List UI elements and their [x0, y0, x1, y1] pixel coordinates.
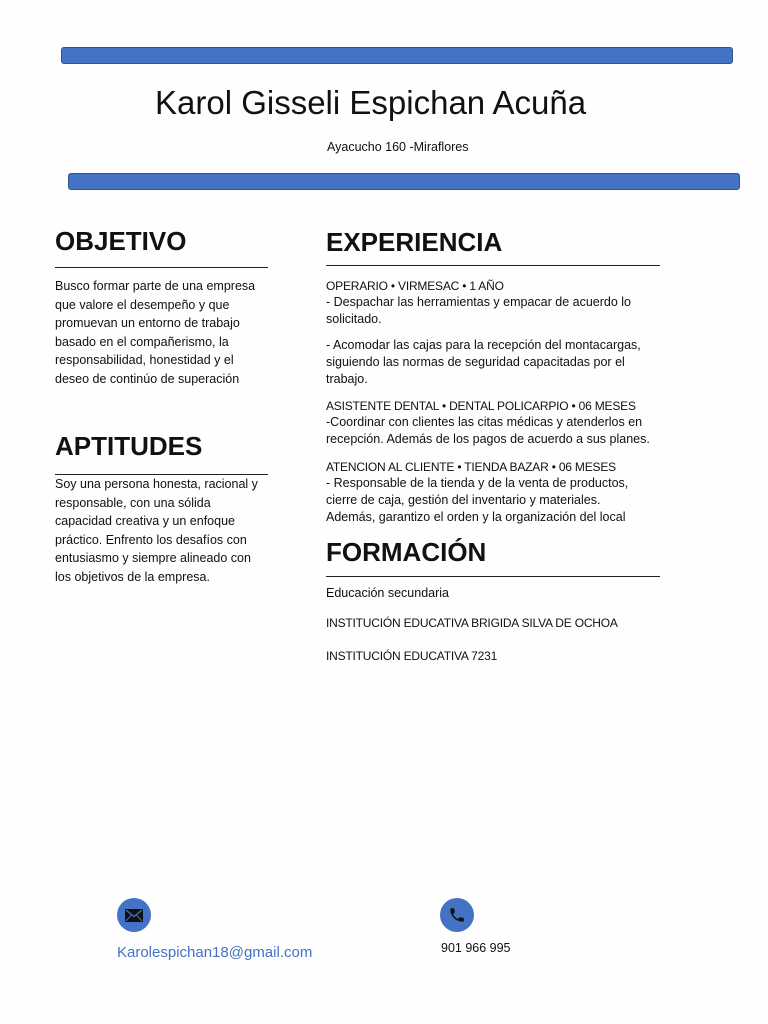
job-title: OPERARIO • VIRMESAC • 1 AÑO	[326, 279, 504, 293]
job-duty-line: - Despachar las herramientas y empacar de acuerdo lo	[326, 295, 632, 309]
objetivo-heading: OBJETIVO	[55, 226, 187, 256]
objetivo-line: Busco formar parte de una empresa	[55, 279, 256, 293]
objetivo-rule	[55, 267, 268, 268]
aptitudes-line: práctico. Enfrento los desafíos con	[55, 532, 247, 547]
aptitudes-line: responsable, con una sólida	[55, 495, 211, 510]
job-duty-line: recepción. Además de los pagos de acuerdo a sus planes.	[326, 431, 650, 446]
formacion-rule	[326, 576, 660, 577]
institution-name: INSTITUCIÓN EDUCATIVA 7231	[326, 649, 498, 663]
aptitudes-heading: APTITUDES	[55, 431, 203, 461]
phone-number: 901 966 995	[441, 941, 511, 955]
objetivo-line: basado en el compañerismo, la	[55, 334, 229, 349]
objetivo-line: deseo de continúo de superación	[55, 371, 240, 386]
email-link[interactable]: Karolespichan18@gmail.com	[117, 944, 313, 961]
objetivo-line: que valore el desempeño y que	[55, 297, 230, 312]
formacion-heading: FORMACIÓN	[326, 537, 487, 567]
job-title: ASISTENTE DENTAL • DENTAL POLICARPIO • 06 MESES	[326, 399, 636, 413]
job-duties	[326, 337, 666, 387]
job-duty-line: Además, garantizo el orden y la organización del local	[326, 509, 626, 524]
job-duties	[326, 414, 666, 448]
job-duties	[326, 475, 666, 525]
aptitudes-text	[55, 475, 275, 587]
header-bar-bottom	[68, 173, 740, 190]
objetivo-line: promuevan un entorno de trabajo	[55, 316, 240, 331]
job-duty-line: siguiendo las normas de seguridad capacitadas por el	[326, 354, 625, 369]
job-duty-line: - Acomodar las cajas para la recepción del montacargas,	[326, 338, 641, 352]
envelope-icon	[117, 898, 151, 932]
institution-name: INSTITUCIÓN EDUCATIVA BRIGIDA SILVA DE OCHOA	[326, 616, 618, 630]
objetivo-text	[55, 277, 275, 389]
aptitudes-line: capacidad creativa y un enfoque	[55, 514, 235, 529]
job-duty-line: - Responsable de la tienda y de la venta de productos,	[326, 476, 629, 490]
job-title: ATENCION AL CLIENTE • TIENDA BAZAR • 06 MESES	[326, 460, 616, 474]
job-duty-line: -Coordinar con clientes las citas médicas y atenderlos en	[326, 415, 643, 429]
candidate-name: Karol Gisseli Espichan Acuña	[155, 84, 587, 121]
job-duty-line: solicitado.	[326, 311, 382, 326]
education-level: Educación secundaria	[326, 586, 449, 600]
aptitudes-line: entusiasmo y siempre alineado con	[55, 551, 251, 566]
job-duty-line: cierre de caja, gestión del inventario y materiales.	[326, 492, 601, 507]
job-duty-line: trabajo.	[326, 371, 368, 386]
aptitudes-line: los objetivos de la empresa.	[55, 569, 210, 584]
aptitudes-line: Soy una persona honesta, racional y	[55, 477, 258, 491]
objetivo-line: responsabilidad, honestidad y el	[55, 353, 234, 368]
phone-icon	[440, 898, 474, 932]
experiencia-heading: EXPERIENCIA	[326, 227, 503, 257]
experiencia-rule	[326, 265, 660, 266]
header-bar-top	[61, 47, 733, 64]
job-duties	[326, 294, 666, 328]
address: Ayacucho 160 -Miraflores	[327, 140, 469, 154]
